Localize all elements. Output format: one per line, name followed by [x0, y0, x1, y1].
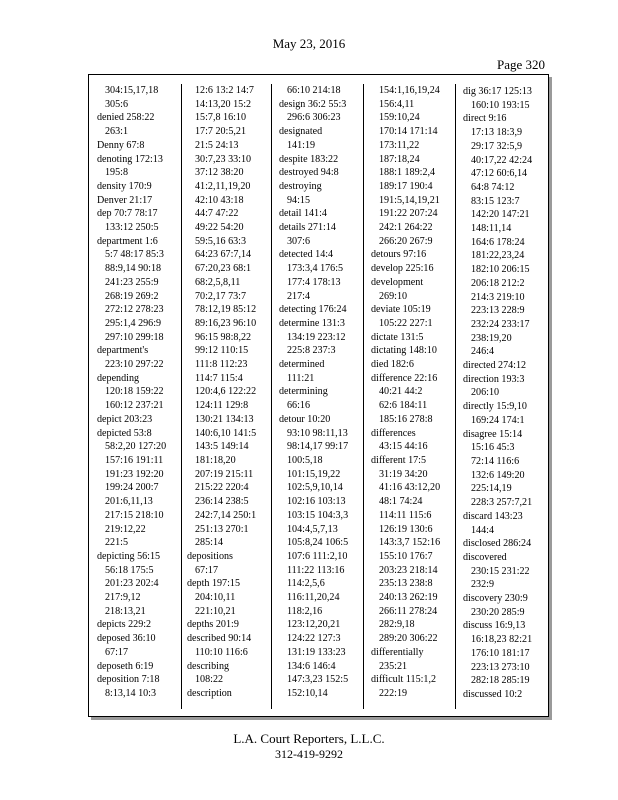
index-reference-line: 191:23 192:20: [105, 468, 164, 480]
index-reference-line: 44:7 47:22: [195, 208, 239, 220]
index-term-line: detail 141:4: [279, 208, 327, 220]
index-term-line: depicts 229:2: [97, 619, 152, 631]
index-reference-line: 170:14 171:14: [379, 126, 438, 138]
index-term-line: differentially: [371, 646, 424, 658]
index-reference-line: 118:2,16: [287, 605, 323, 617]
index-reference-line: 297:10 299:18: [105, 331, 164, 343]
index-reference-line: 219:12,22: [105, 523, 146, 535]
index-term-line: determining: [279, 386, 328, 398]
index-reference-line: 144:4: [471, 524, 494, 536]
index-reference-line: 96:15 98:8,22: [195, 331, 252, 343]
index-reference-line: 31:19 34:20: [379, 468, 428, 480]
index-term-line: detours 97:16: [371, 249, 427, 261]
index-term-line: destroying: [279, 180, 322, 192]
index-reference-line: 164:6 178:24: [471, 236, 525, 248]
index-reference-line: 111:8 112:23: [195, 359, 248, 371]
index-reference-line: 17:7 20:5,21: [195, 126, 247, 138]
index-reference-line: 307:6: [287, 235, 310, 247]
index-reference-line: 206:18 212:2: [471, 277, 525, 289]
index-reference-line: 49:22 54:20: [195, 222, 244, 234]
index-term-line: destroyed 94:8: [279, 167, 339, 179]
index-reference-line: 40:21 44:2: [379, 386, 423, 398]
index-reference-line: 241:23 255:9: [105, 276, 159, 288]
index-reference-line: 102:16 103:13: [287, 496, 346, 508]
index-reference-line: 223:10 297:22: [105, 359, 164, 371]
index-reference-line: 67:17: [105, 646, 128, 658]
index-reference-line: 64:8 74:12: [471, 181, 515, 193]
index-reference-line: 206:10: [471, 387, 500, 399]
index-term-line: develop 225:16: [371, 263, 434, 275]
index-column-1: [97, 84, 182, 709]
index-term-line: difference 22:16: [371, 372, 438, 384]
index-reference-line: 215:22 220:4: [195, 482, 249, 494]
index-term-line: direction 193:3: [463, 373, 525, 385]
index-reference-line: 94:15: [287, 194, 310, 206]
index-reference-line: 111:21: [287, 372, 315, 384]
index-reference-line: 236:14 238:5: [195, 496, 249, 508]
index-reference-line: 201:23 202:4: [105, 578, 159, 590]
index-reference-line: 242:7,14 250:1: [195, 509, 257, 521]
index-term-line: detected 14:4: [279, 249, 334, 261]
index-term-line: depth 197:15: [187, 578, 240, 590]
index-reference-line: 228:3 257:7,21: [471, 497, 533, 509]
index-reference-line: 217:15 218:10: [105, 509, 164, 521]
index-reference-line: 282:9,18: [379, 619, 415, 631]
index-reference-line: 30:7,23 33:10: [195, 153, 252, 165]
index-reference-line: 88:9,14 90:18: [105, 263, 162, 275]
index-term-line: Denver 21:17: [97, 194, 153, 206]
index-term-line: detecting 176:24: [279, 304, 347, 316]
index-reference-line: 124:11 129:8: [195, 400, 249, 412]
index-reference-line: 116:11,20,24: [287, 592, 340, 604]
index-reference-line: 12:6 13:2 14:7: [195, 85, 254, 96]
index-reference-line: 160:10 193:15: [471, 99, 530, 111]
index-term-line: discovered: [463, 551, 507, 563]
index-reference-line: 232:24 233:17: [471, 318, 530, 330]
index-term-line: disclosed 286:24: [463, 538, 532, 550]
index-reference-line: 160:12 237:21: [105, 400, 164, 412]
index-term-line: Denny 67:8: [97, 139, 145, 151]
index-reference-line: 191:22 207:24: [379, 208, 438, 220]
index-reference-line: 62:6 184:11: [379, 400, 428, 412]
index-term-line: deposed 36:10: [97, 633, 156, 645]
index-reference-line: 108:22: [195, 674, 224, 686]
index-reference-line: 204:10,11: [195, 592, 236, 604]
index-reference-line: 114:2,5,6: [287, 578, 325, 590]
index-reference-line: 103:15 104:3,3: [287, 509, 349, 521]
index-reference-line: 263:1: [105, 126, 128, 138]
index-term-line: depositions: [187, 550, 233, 562]
index-term-line: different 17:5: [371, 454, 427, 466]
index-reference-line: 230:15 231:22: [471, 565, 530, 577]
index-term-line: deviate 105:19: [371, 304, 431, 316]
index-reference-line: 155:10 176:7: [379, 550, 433, 562]
index-term-line: directly 15:9,10: [463, 401, 527, 413]
index-reference-line: 188:1 189:2,4: [379, 167, 436, 179]
index-reference-line: 157:16 191:11: [105, 454, 164, 466]
index-term-line: deposition 7:18: [97, 674, 160, 686]
index-term-line: depicting 56:15: [97, 550, 161, 562]
index-reference-line: 152:10,14: [287, 687, 328, 699]
index-reference-line: 131:19 133:23: [287, 646, 346, 658]
index-reference-line: 48:1 74:24: [379, 496, 423, 508]
index-reference-line: 132:6 149:20: [471, 469, 525, 481]
index-reference-line: 147:3,23 152:5: [287, 674, 349, 686]
index-reference-line: 133:12 250:5: [105, 222, 159, 234]
index-reference-line: 214:3 219:10: [471, 291, 525, 303]
index-reference-line: 218:13,21: [105, 605, 146, 617]
index-reference-line: 14:13,20 15:2: [195, 98, 252, 110]
index-reference-line: 169:24 174:1: [471, 414, 525, 426]
index-term-line: direct 9:16: [463, 113, 507, 125]
index-term-line: described 90:14: [187, 633, 252, 645]
index-reference-line: 304:15,17,18: [105, 85, 159, 96]
index-reference-line: 41:16 43:12,20: [379, 482, 441, 494]
index-reference-line: 68:2,5,8,11: [195, 276, 241, 288]
index-reference-line: 296:6 306:23: [287, 112, 341, 124]
index-reference-line: 181:18,20: [195, 454, 236, 466]
index-reference-line: 266:11 278:24: [379, 605, 438, 617]
index-reference-line: 187:18,24: [379, 153, 420, 165]
footer-phone: 312-419-9292: [275, 747, 343, 761]
index-term-line: deposeth 6:19: [97, 660, 154, 672]
index-reference-line: 235:13 238:8: [379, 578, 433, 590]
index-reference-line: 89:16,23 96:10: [195, 317, 257, 329]
index-reference-line: 67:17: [195, 564, 218, 576]
index-reference-line: 8:13,14 10:3: [105, 687, 157, 699]
index-term-line: describing: [187, 660, 230, 672]
index-reference-line: 15:16 45:3: [471, 442, 515, 454]
index-term-line: denied 258:22: [97, 112, 155, 124]
index-reference-line: 47:12 60:6,14: [471, 168, 528, 180]
index-term-line: discuss 16:9,13: [463, 620, 526, 632]
index-reference-line: 107:6 111:2,10: [287, 550, 348, 562]
index-reference-line: 66:16: [287, 400, 310, 412]
index-reference-line: 230:20 285:9: [471, 606, 525, 618]
index-reference-line: 78:12,19 85:12: [195, 304, 257, 316]
index-reference-line: 295:1,4 296:9: [105, 317, 162, 329]
index-term-line: dictating 148:10: [371, 345, 437, 357]
index-reference-line: 134:6 146:4: [287, 660, 336, 672]
index-reference-line: 235:21: [379, 660, 408, 672]
index-reference-line: 67:20,23 68:1: [195, 263, 252, 275]
index-reference-line: 181:22,23,24: [471, 250, 525, 262]
index-reference-line: 269:10: [379, 290, 408, 302]
index-reference-line: 305:6: [105, 98, 128, 110]
index-term-line: discard 143:23: [463, 510, 523, 522]
index-term-line: depict 203:23: [97, 413, 153, 425]
index-term-line: development: [371, 276, 424, 288]
index-reference-line: 142:20 147:21: [471, 209, 530, 221]
index-term-line: designated: [279, 126, 323, 138]
index-reference-line: 272:12 278:23: [105, 304, 164, 316]
index-reference-line: 173:3,4 176:5: [287, 263, 344, 275]
index-reference-line: 195:8: [105, 167, 128, 179]
index-term-line: directed 274:12: [463, 360, 527, 372]
word-index-box: [88, 74, 549, 717]
index-reference-line: 17:13 18:3,9: [471, 127, 523, 139]
index-reference-line: 199:24 200:7: [105, 482, 159, 494]
index-reference-line: 154:1,16,19,24: [379, 85, 440, 96]
page-date: May 23, 2016: [272, 36, 346, 51]
index-reference-line: 93:10 98:11,13: [287, 427, 348, 439]
index-term-line: depending: [97, 372, 140, 384]
index-reference-line: 120:4,6 122:22: [195, 386, 257, 398]
index-reference-line: 66:10 214:18: [287, 85, 341, 96]
index-reference-line: 124:22 127:3: [287, 633, 341, 645]
index-reference-line: 159:10,24: [379, 112, 420, 124]
index-term-line: description: [187, 687, 232, 699]
index-reference-line: 268:19 269:2: [105, 290, 159, 302]
index-reference-line: 251:13 270:1: [195, 523, 249, 535]
index-term-line: depths 201:9: [187, 619, 239, 631]
index-term-line: detour 10:20: [279, 413, 331, 425]
index-reference-line: 16:18,23 82:21: [471, 634, 533, 646]
index-reference-line: 189:17 190:4: [379, 180, 433, 192]
index-column-5: [463, 85, 547, 702]
index-reference-line: 100:5,18: [287, 454, 323, 466]
index-reference-line: 143:3,7 152:16: [379, 537, 441, 549]
index-reference-line: 123:12,20,21: [287, 619, 341, 631]
index-reference-line: 185:16 278:8: [379, 413, 433, 425]
index-term-line: discussed 10:2: [463, 688, 523, 700]
index-reference-line: 99:12 110:15: [195, 345, 249, 357]
index-reference-line: 101:15,19,22: [287, 468, 341, 480]
index-reference-line: 105:8,24 106:5: [287, 537, 349, 549]
index-term-line: disagree 15:14: [463, 428, 523, 440]
index-reference-line: 217:9,12: [105, 592, 141, 604]
index-reference-line: 140:6,10 141:5: [195, 427, 257, 439]
index-term-line: department's: [97, 345, 149, 357]
index-term-line: dig 36:17 125:13: [463, 86, 532, 97]
index-reference-line: 285:14: [195, 537, 224, 549]
index-reference-line: 72:14 116:6: [471, 455, 520, 467]
index-reference-line: 201:6,11,13: [105, 496, 153, 508]
index-reference-line: 177:4 178:13: [287, 276, 341, 288]
index-term-line: details 271:14: [279, 222, 336, 234]
index-term-line: despite 183:22: [279, 153, 339, 165]
index-reference-line: 223:13 273:10: [471, 661, 530, 673]
index-reference-line: 37:12 38:20: [195, 167, 244, 179]
index-reference-line: 29:17 32:5,9: [471, 140, 523, 152]
index-term-line: died 182:6: [371, 359, 414, 371]
index-term-line: differences: [371, 427, 416, 439]
index-reference-line: 223:13 228:9: [471, 305, 525, 317]
index-reference-line: 148:11,14: [471, 223, 512, 235]
index-column-3: [279, 84, 364, 709]
index-reference-line: 64:23 67:7,14: [195, 249, 252, 261]
index-reference-line: 21:5 24:13: [195, 139, 239, 151]
index-reference-line: 176:10 181:17: [471, 647, 530, 659]
page-number: Page 320: [497, 57, 546, 72]
index-reference-line: 43:15 44:16: [379, 441, 428, 453]
index-column-4: [371, 84, 456, 709]
index-term-line: dictate 131:5: [371, 331, 424, 343]
index-reference-line: 104:4,5,7,13: [287, 523, 338, 535]
index-reference-line: 15:7,8 16:10: [195, 112, 247, 124]
index-reference-line: 105:22 227:1: [379, 317, 433, 329]
index-reference-line: 110:10 116:6: [195, 646, 248, 658]
index-term-line: density 170:9: [97, 180, 152, 192]
index-term-line: discovery 230:9: [463, 593, 528, 605]
index-reference-line: 58:2,20 127:20: [105, 441, 167, 453]
index-reference-line: 102:5,9,10,14: [287, 482, 343, 494]
index-reference-line: 41:2,11,19,20: [195, 180, 251, 192]
index-reference-line: 120:18 159:22: [105, 386, 164, 398]
index-reference-line: 182:10 206:15: [471, 264, 530, 276]
footer-company: L.A. Court Reporters, L.L.C.: [233, 731, 385, 746]
index-reference-line: 203:23 218:14: [379, 564, 438, 576]
index-reference-line: 240:13 262:19: [379, 592, 438, 604]
index-reference-line: 225:14,19: [471, 483, 512, 495]
index-reference-line: 141:19: [287, 139, 316, 151]
index-reference-line: 42:10 43:18: [195, 194, 244, 206]
index-column-2: [187, 84, 272, 709]
index-reference-line: 222:19: [379, 687, 408, 699]
index-reference-line: 98:14,17 99:17: [287, 441, 349, 453]
index-term-line: depicted 53:8: [97, 427, 152, 439]
index-reference-line: 83:15 123:7: [471, 195, 520, 207]
index-reference-line: 217:4: [287, 290, 310, 302]
index-term-line: dep 70:7 78:17: [97, 208, 158, 220]
index-reference-line: 130:21 134:13: [195, 413, 254, 425]
index-term-line: difficult 115:1,2: [371, 674, 437, 686]
index-reference-line: 114:11 115:6: [379, 509, 432, 521]
index-reference-line: 5:7 48:17 85:3: [105, 249, 164, 261]
index-reference-line: 56:18 175:5: [105, 564, 154, 576]
index-term-line: determine 131:3: [279, 317, 345, 329]
index-reference-line: 221:10,21: [195, 605, 236, 617]
index-reference-line: 134:19 223:12: [287, 331, 346, 343]
index-reference-line: 143:5 149:14: [195, 441, 249, 453]
index-reference-line: 114:7 115:4: [195, 372, 243, 384]
index-reference-line: 191:5,14,19,21: [379, 194, 440, 206]
index-reference-line: 246:4: [471, 346, 494, 358]
index-reference-line: 156:4,11: [379, 98, 415, 110]
index-reference-line: 111:22 113:16: [287, 564, 345, 576]
index-term-line: department 1:6: [97, 235, 158, 247]
index-term-line: determined: [279, 359, 325, 371]
index-reference-line: 126:19 130:6: [379, 523, 433, 535]
index-reference-line: 266:20 267:9: [379, 235, 433, 247]
index-reference-line: 282:18 285:19: [471, 675, 530, 687]
index-reference-line: 173:11,22: [379, 139, 420, 151]
index-term-line: design 36:2 55:3: [279, 98, 347, 110]
index-reference-line: 232:9: [471, 579, 494, 591]
index-term-line: denoting 172:13: [97, 153, 163, 165]
index-reference-line: 242:1 264:22: [379, 222, 433, 234]
index-reference-line: 40:17,22 42:24: [471, 154, 533, 166]
index-reference-line: 207:19 215:11: [195, 468, 254, 480]
index-reference-line: 70:2,17 73:7: [195, 290, 247, 302]
index-reference-line: 221:5: [105, 537, 128, 549]
index-reference-line: 59:5,16 63:3: [195, 235, 247, 247]
index-reference-line: 238:19,20: [471, 332, 512, 344]
index-reference-line: 289:20 306:22: [379, 633, 438, 645]
index-reference-line: 225:8 237:3: [287, 345, 336, 357]
